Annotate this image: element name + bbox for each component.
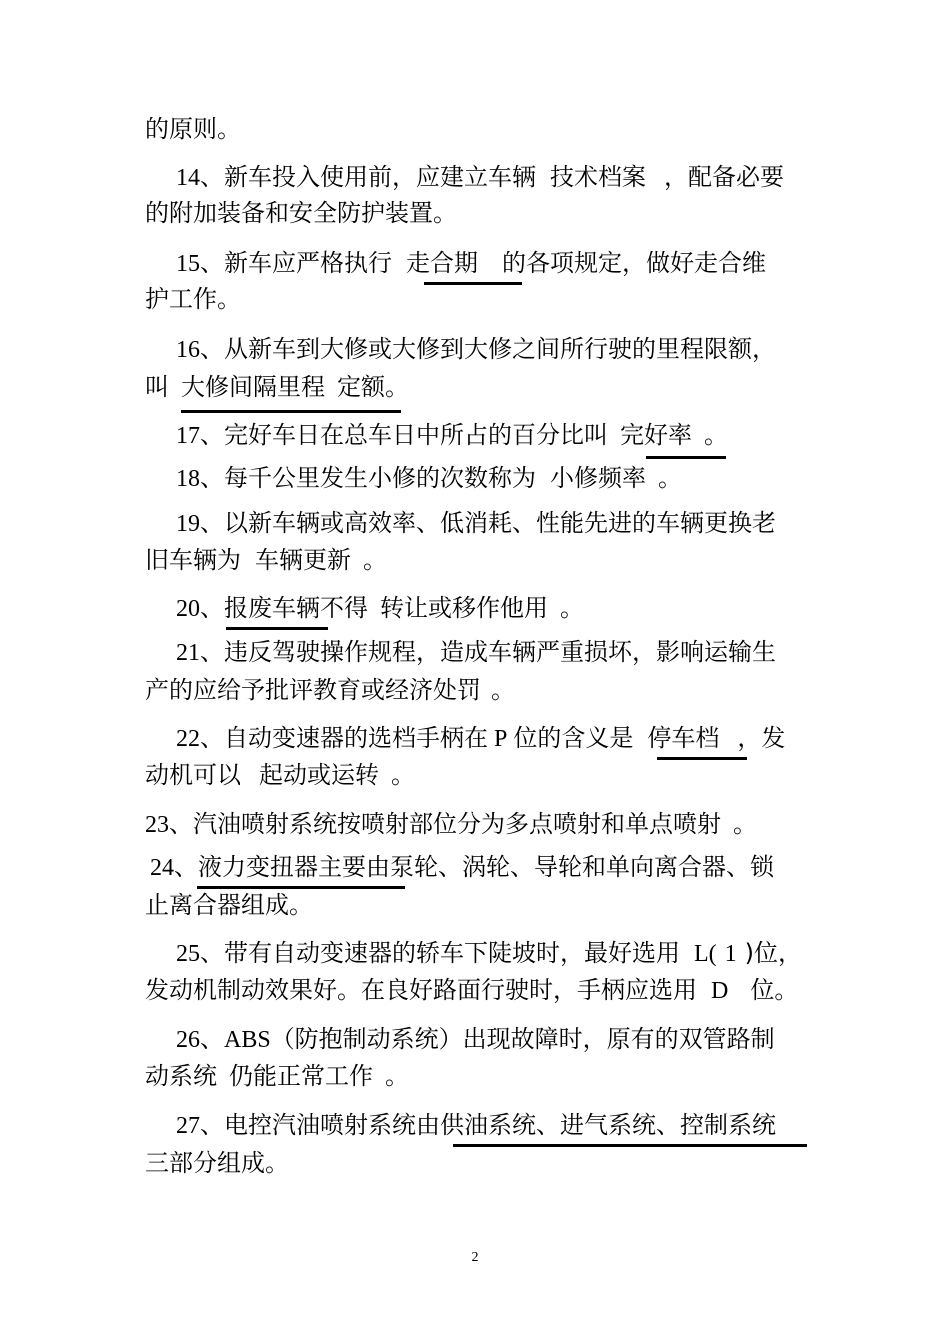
answer: 车辆更新 — [255, 546, 351, 574]
q19-line2 — [145, 545, 387, 575]
q21-line1 — [176, 637, 776, 668]
text: 定额。 — [337, 373, 409, 401]
text: 、液力变扭器主要由泵轮、涡轮、导轮和单向离合器、锁 — [174, 853, 774, 881]
question-number: 24 — [150, 855, 174, 881]
text: 、新车投入使用前，应建立车辆 — [200, 163, 536, 191]
answer-underline — [226, 627, 328, 630]
q24-line2 — [145, 890, 313, 920]
question-number: 15 — [176, 251, 200, 277]
text: 、每千公里发生小修的次数称为 — [200, 464, 536, 492]
question-number: 14 — [176, 165, 200, 191]
answer-underline — [424, 282, 522, 285]
q19-line1 — [176, 508, 776, 539]
q23-line — [145, 809, 757, 840]
text: 、电控汽油喷射系统由供油系统、进气系统、控制系统 — [200, 1111, 776, 1139]
text: 位。 — [750, 976, 799, 1004]
text: 。 — [391, 761, 415, 789]
text: 护工作。 — [145, 285, 241, 313]
answer: 完好率 — [620, 421, 692, 449]
text: 的各项规定，做好走合维 — [502, 249, 766, 277]
text: 、报废车辆不得 — [200, 594, 368, 622]
question-number: 22 — [176, 726, 200, 752]
q27-line1 — [176, 1110, 776, 1141]
text: 三部分组成。 — [145, 1149, 289, 1177]
question-number: 17 — [176, 423, 200, 449]
text: 、自动变速器的选档手柄在 — [200, 724, 488, 752]
question-number: 19 — [176, 511, 200, 537]
text: 。 — [704, 421, 728, 449]
text: 。 — [733, 810, 757, 838]
q14-line1 — [176, 162, 784, 193]
text: 动系统 — [145, 1062, 217, 1090]
abs-label: ABS — [224, 1027, 271, 1053]
page-number: 2 — [471, 1250, 479, 1265]
answer: 走合期 — [406, 249, 478, 277]
answer: 停车档 — [647, 724, 720, 752]
text: 、违反驾驶操作规程，造成车辆严重损坏，影响运输生 — [200, 638, 776, 666]
gear-letter: D — [711, 978, 729, 1004]
q25-line2 — [145, 975, 798, 1006]
text: ，配备必要 — [664, 163, 784, 191]
q15-line1 — [176, 248, 766, 279]
text: 动机可以 — [145, 761, 241, 789]
text: 的附加装备和安全防护装置。 — [145, 199, 457, 227]
text: )位， — [744, 939, 803, 967]
answer-underline — [646, 456, 726, 459]
answer-underline — [657, 757, 747, 760]
text: 叫 — [145, 373, 169, 401]
text: 。 — [385, 1062, 409, 1090]
text: 旧车辆为 — [145, 546, 241, 574]
text: ，发 — [737, 724, 786, 752]
q16-line2 — [145, 372, 409, 402]
text: 止离合器组成。 — [145, 891, 313, 919]
q15-line2 — [145, 284, 241, 314]
answer: 仍能正常工作 — [229, 1062, 373, 1090]
text: 、新车应严格执行 — [200, 249, 392, 277]
q21-line2 — [145, 675, 515, 705]
q13-continuation — [145, 114, 241, 144]
q14-line2 — [145, 198, 457, 228]
q22-line2 — [145, 760, 415, 790]
question-number: 25 — [176, 941, 200, 967]
q18-line — [176, 463, 682, 494]
question-number: 20 — [176, 596, 200, 622]
question-number: 26 — [176, 1027, 200, 1053]
answer: 转让或移作他用 — [380, 594, 548, 622]
text: 。 — [658, 464, 682, 492]
answer: 技术档案 — [550, 163, 646, 191]
answer-underline — [197, 886, 405, 889]
answer: 起动或运转 — [259, 761, 379, 789]
q17-line — [176, 420, 728, 451]
text: 、从新车到大修或大修到大修之间所行驶的里程限额， — [200, 335, 776, 363]
q26-line1 — [176, 1024, 775, 1055]
question-number: 16 — [176, 337, 200, 363]
q16-line1 — [176, 334, 776, 365]
gear-letter: L( — [694, 941, 717, 967]
question-number: 18 — [176, 466, 200, 492]
question-number: 27 — [176, 1113, 200, 1139]
text: 、带有自动变速器的轿车下陡坡时，最好选用 — [200, 939, 680, 967]
answer-underline — [181, 410, 401, 413]
text: 发动机制动效果好。在良好路面行驶时，手柄应选用 — [145, 976, 697, 1004]
q25-line1 — [176, 938, 802, 969]
text: 。 — [491, 676, 515, 704]
q26-line2 — [145, 1061, 409, 1091]
answer: 产的应给予批评教育或经济处罚 — [145, 676, 481, 704]
gear-letter: P — [494, 726, 508, 752]
q20-line — [176, 593, 584, 624]
answer: 大修间隔里程 — [181, 373, 325, 401]
answer-underline — [453, 1144, 807, 1147]
answer: 小修频率 — [550, 464, 646, 492]
text: 位的含义是 — [513, 724, 634, 752]
text: （防抱制动系统）出现故障时，原有的双管路制 — [270, 1025, 775, 1053]
question-number: 21 — [176, 640, 200, 666]
text: 、完好车日在总车日中所占的百分比叫 — [200, 421, 608, 449]
question-number: 23 — [145, 812, 169, 838]
answer: 、汽油喷射系统按喷射部位分为多点喷射和单点喷射 — [169, 810, 721, 838]
q27-line2 — [145, 1148, 289, 1178]
text: 。 — [363, 546, 387, 574]
text: 。 — [560, 594, 584, 622]
text: 的原则。 — [145, 115, 241, 143]
q24-line1 — [150, 852, 774, 883]
text: 、以新车辆或高效率、低消耗、性能先进的车辆更换老 — [200, 509, 776, 537]
q22-line1 — [176, 723, 785, 754]
gear-number: 1 — [724, 941, 737, 967]
separator: 、 — [200, 1025, 224, 1053]
